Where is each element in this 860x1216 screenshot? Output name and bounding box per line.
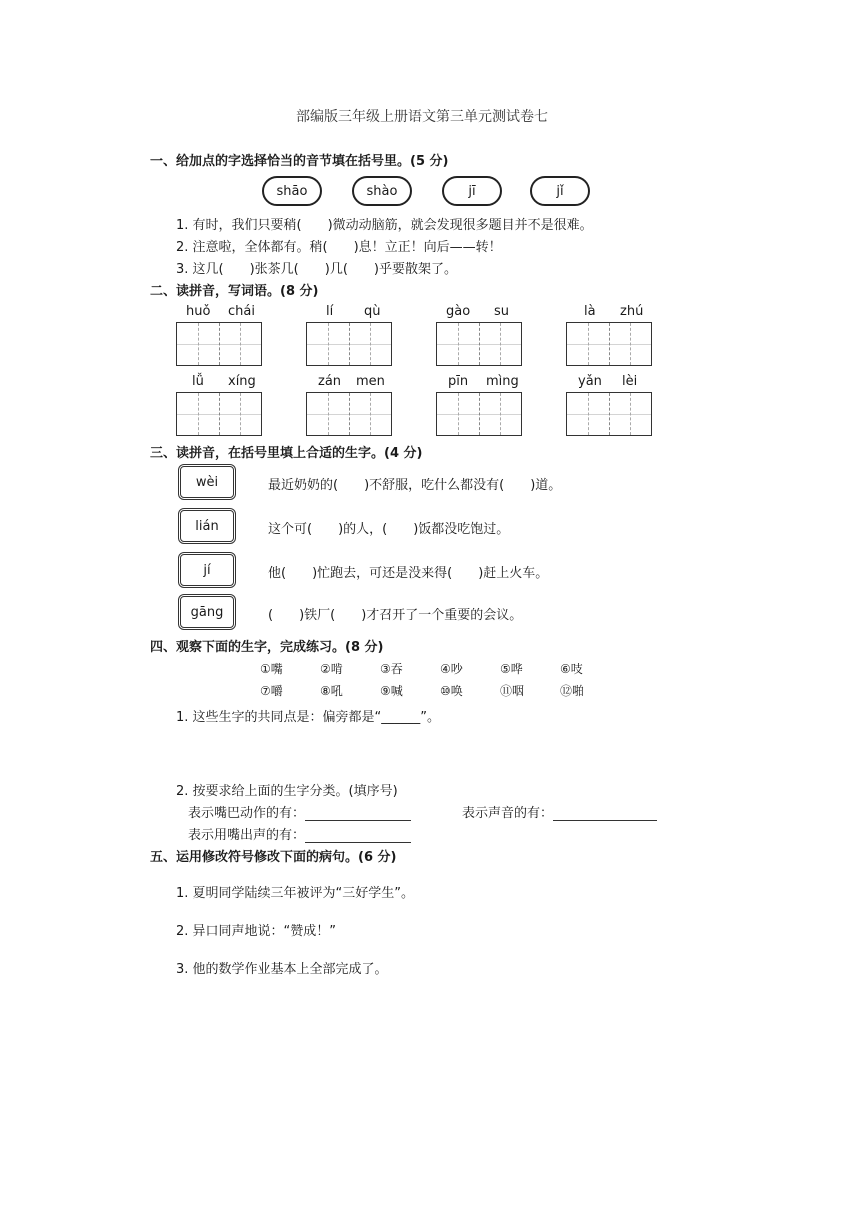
s5-line-1: 1. 夏明同学陆续三年被评为“三好学生”。 xyxy=(176,886,415,901)
char-item: ⑦嚼 xyxy=(260,684,283,698)
writing-grid[interactable] xyxy=(566,322,652,366)
s1-line-2: 2. 注意啦，全体都有。稍( )息！立正！向后——转！ xyxy=(176,240,502,255)
char-item: ⑧吼 xyxy=(320,684,343,698)
answer-line[interactable] xyxy=(553,820,657,821)
char-item: ⑥吱 xyxy=(560,662,583,676)
option-shao4: shào xyxy=(352,176,412,206)
s1-line-3: 3. 这几( )张茶几( )几( )乎要散架了。 xyxy=(176,262,457,277)
category-mouth-action xyxy=(188,802,411,821)
char-item: ⑨喊 xyxy=(380,684,403,698)
s5-line-3: 3. 他的数学作业基本上全部完成了。 xyxy=(176,962,388,977)
writing-grid[interactable] xyxy=(436,392,522,436)
option-ji1: jī xyxy=(442,176,502,206)
pinyin-frame: lián xyxy=(178,508,236,544)
char-item: ⑪咽 xyxy=(500,684,525,698)
pinyin: huǒ xyxy=(186,304,211,319)
pinyin: là xyxy=(584,304,596,319)
char-item: ②啃 xyxy=(320,662,343,676)
pinyin: zán xyxy=(318,374,342,389)
section-1-heading: 一、给加点的字选择恰当的音节填在括号里。(5 分) xyxy=(150,154,449,169)
char-item: ⑩唤 xyxy=(440,684,463,698)
pinyin: chái xyxy=(228,304,255,319)
section-3-heading: 三、读拼音，在括号里填上合适的生字。(4 分) xyxy=(150,446,423,461)
category-label: 表示声音的有： xyxy=(462,806,554,821)
s3-line-2: 这个可( )的人，( )饭都没吃饱过。 xyxy=(268,522,510,537)
s3-line-3: 他( )忙跑去，可还是没来得( )赶上火车。 xyxy=(268,566,549,581)
option-ji3: jǐ xyxy=(530,176,590,206)
char-item: ③吞 xyxy=(380,662,403,676)
pinyin-frame: jí xyxy=(178,552,236,588)
pinyin-frame: gāng xyxy=(178,594,236,630)
s3-line-1: 最近奶奶的( )不舒服，吃什么都没有( )道。 xyxy=(268,478,562,493)
section-4-heading: 四、观察下面的生字，完成练习。(8 分) xyxy=(150,640,384,655)
s3-line-4: ( )铁厂( )才召开了一个重要的会议。 xyxy=(268,608,523,623)
pinyin: yǎn xyxy=(578,374,602,389)
s4-question-1: 1. 这些生字的共同点是：偏旁都是“______”。 xyxy=(176,710,441,725)
answer-line[interactable] xyxy=(305,820,411,821)
char-item: ⑤哗 xyxy=(500,662,523,676)
char-item: ④吵 xyxy=(440,662,463,676)
pinyin-frame: wèi xyxy=(178,464,236,500)
pinyin: zhú xyxy=(620,304,644,319)
pinyin: lí xyxy=(326,304,334,319)
char-item: ①嘴 xyxy=(260,662,283,676)
s1-line-1: 1. 有时，我们只要稍( )微动动脑筋，就会发现很多题目并不是很难。 xyxy=(176,218,593,233)
section-2-heading: 二、读拼音，写词语。(8 分) xyxy=(150,284,319,299)
char-item: ⑫啪 xyxy=(560,684,585,698)
pinyin: pīn xyxy=(448,374,469,389)
s5-line-2: 2. 异口同声地说：“赞成！” xyxy=(176,924,337,939)
writing-grid[interactable] xyxy=(306,392,392,436)
pinyin: lèi xyxy=(622,374,638,389)
s4-question-2: 2. 按要求给上面的生字分类。(填序号) xyxy=(176,784,398,799)
category-sound xyxy=(462,802,657,821)
section-5-heading: 五、运用修改符号修改下面的病句。(6 分) xyxy=(150,850,397,865)
pinyin: gào xyxy=(446,304,471,319)
pinyin: lǚ xyxy=(192,374,204,389)
writing-grid[interactable] xyxy=(176,392,262,436)
pinyin: xíng xyxy=(228,374,256,389)
answer-line[interactable] xyxy=(305,842,411,843)
pinyin: qù xyxy=(364,304,381,319)
pinyin: su xyxy=(494,304,510,319)
category-label: 表示嘴巴动作的有： xyxy=(188,806,306,821)
writing-grid[interactable] xyxy=(176,322,262,366)
page-title: 部编版三年级上册语文第三单元测试卷七 xyxy=(296,109,548,125)
writing-grid[interactable] xyxy=(306,322,392,366)
pinyin: mìng xyxy=(486,374,519,389)
category-mouth-sound xyxy=(188,824,411,843)
option-shao1: shāo xyxy=(262,176,322,206)
pinyin: men xyxy=(356,374,385,389)
writing-grid[interactable] xyxy=(436,322,522,366)
writing-grid[interactable] xyxy=(566,392,652,436)
category-label: 表示用嘴出声的有： xyxy=(188,828,306,843)
